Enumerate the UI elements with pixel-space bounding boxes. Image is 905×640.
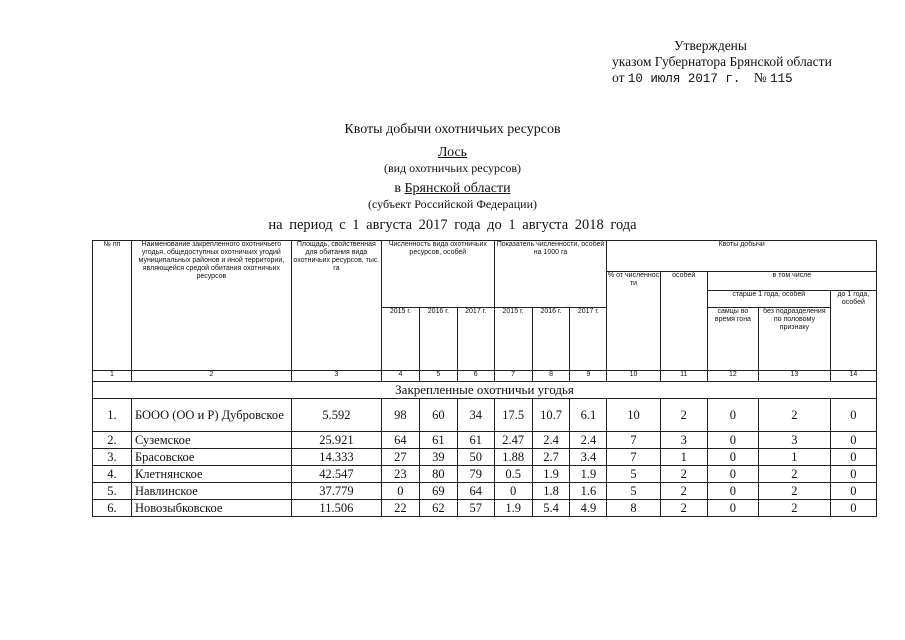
region-note: (субъект Российской Федерации) <box>367 197 538 211</box>
row-number: 5. <box>93 483 132 500</box>
row-quota-count: 3 <box>660 432 707 449</box>
document-title: Квоты добычи охотничьих ресурсов <box>344 122 561 137</box>
row-quota-pct: 5 <box>607 466 660 483</box>
row-no-sex: 1 <box>759 449 831 466</box>
row-den-2016: 2.4 <box>532 432 570 449</box>
row-under1: 0 <box>830 500 876 517</box>
row-den-2015: 1.9 <box>494 500 532 517</box>
header-under1: до 1 года, особей <box>830 291 876 371</box>
row-no-sex: 3 <box>759 432 831 449</box>
header-den-2017: 2017 г. <box>570 308 607 371</box>
row-no-sex: 2 <box>759 399 831 432</box>
header-pop-2017: 2017 г. <box>457 308 494 371</box>
row-males-rut: 0 <box>707 449 758 466</box>
row-den-2017: 1.6 <box>570 483 607 500</box>
row-den-2016: 10.7 <box>532 399 570 432</box>
table-body <box>93 399 877 517</box>
row-den-2017: 4.9 <box>570 500 607 517</box>
col-number: 4 <box>381 371 419 382</box>
row-name: Новозыбковское <box>131 500 291 517</box>
header-count: особей <box>660 272 707 371</box>
col-number: 7 <box>494 371 532 382</box>
row-den-2016: 1.9 <box>532 466 570 483</box>
row-males-rut: 0 <box>707 466 758 483</box>
header-males-rut: самцы во время гона <box>707 308 758 371</box>
column-number-row <box>93 371 877 382</box>
approval-date: 10 июля 2017 г. <box>627 72 741 86</box>
row-under1: 0 <box>830 483 876 500</box>
quota-table <box>92 240 877 517</box>
row-pop-2015: 98 <box>381 399 419 432</box>
row-under1: 0 <box>830 432 876 449</box>
col-number: 1 <box>93 371 132 382</box>
col-number: 14 <box>830 371 876 382</box>
row-den-2015: 0.5 <box>494 466 532 483</box>
row-number: 1. <box>93 399 132 432</box>
header-population: Численность вида охотничьих ресурсов, особей <box>381 241 494 308</box>
row-pop-2016: 80 <box>419 466 457 483</box>
row-pop-2016: 39 <box>419 449 457 466</box>
row-quota-pct: 5 <box>607 483 660 500</box>
col-number: 3 <box>291 371 381 382</box>
col-number: 13 <box>759 371 831 382</box>
row-quota-pct: 7 <box>607 432 660 449</box>
header-pct: % от численнос ти <box>607 272 660 371</box>
row-number: 4. <box>93 466 132 483</box>
col-number: 8 <box>532 371 570 382</box>
row-pop-2017: 79 <box>457 466 494 483</box>
row-males-rut: 0 <box>707 500 758 517</box>
row-pop-2016: 61 <box>419 432 457 449</box>
region-line <box>0 181 905 197</box>
row-den-2015: 2.47 <box>494 432 532 449</box>
row-name: Навлинское <box>131 483 291 500</box>
row-den-2015: 0 <box>494 483 532 500</box>
row-under1: 0 <box>830 466 876 483</box>
row-den-2015: 1.88 <box>494 449 532 466</box>
header-name: Наименование закрепленного охотничьего угодья, общедоступных охотничьих угодий муниципальных районов и иной территории, являющейся средой обитания охотничьих ресурсов <box>131 241 291 371</box>
row-den-2017: 1.9 <box>570 466 607 483</box>
row-number: 6. <box>93 500 132 517</box>
row-area: 14.333 <box>291 449 381 466</box>
row-name: Клетнянское <box>131 466 291 483</box>
row-name: Суземское <box>131 432 291 449</box>
row-area: 25.921 <box>291 432 381 449</box>
row-quota-count: 2 <box>660 500 707 517</box>
row-name: Брасовское <box>131 449 291 466</box>
row-quota-count: 1 <box>660 449 707 466</box>
region-name: Брянской области <box>404 181 511 196</box>
row-males-rut: 0 <box>707 432 758 449</box>
col-number: 9 <box>570 371 607 382</box>
header-incl: в том числе <box>707 272 876 291</box>
header-no-sex: без подразделения по половому признаку <box>759 308 831 371</box>
approval-number: 115 <box>770 72 793 86</box>
row-quota-pct: 8 <box>607 500 660 517</box>
header-quota: Квоты добычи <box>607 241 877 272</box>
row-pop-2017: 64 <box>457 483 494 500</box>
row-no-sex: 2 <box>759 466 831 483</box>
species-note: (вид охотничьих ресурсов) <box>383 161 522 175</box>
header-den-2015: 2015 г. <box>494 308 532 371</box>
row-den-2016: 2.7 <box>532 449 570 466</box>
row-area: 42.547 <box>291 466 381 483</box>
header-num: № пп <box>93 241 132 371</box>
row-pop-2016: 69 <box>419 483 457 500</box>
header-area: Площадь, свойственная для обитания вида охотничьих ресурсов, тыс. га <box>291 241 381 371</box>
approval-stamp <box>612 38 832 87</box>
col-number: 5 <box>419 371 457 382</box>
row-area: 11.506 <box>291 500 381 517</box>
row-quota-count: 2 <box>660 399 707 432</box>
header-pop-2016: 2016 г. <box>419 308 457 371</box>
row-pop-2017: 57 <box>457 500 494 517</box>
row-pop-2015: 64 <box>381 432 419 449</box>
col-number: 6 <box>457 371 494 382</box>
col-number: 10 <box>607 371 660 382</box>
period-line: на период с 1 августа 2017 года до 1 августа 2018 года <box>268 217 637 233</box>
row-quota-pct: 7 <box>607 449 660 466</box>
row-number: 3. <box>93 449 132 466</box>
row-no-sex: 2 <box>759 483 831 500</box>
row-quota-count: 2 <box>660 466 707 483</box>
table-row <box>93 449 877 466</box>
table-row <box>93 466 877 483</box>
header-den-2016: 2016 г. <box>532 308 570 371</box>
row-pop-2015: 22 <box>381 500 419 517</box>
approval-number-prefix: № <box>753 70 767 85</box>
approval-date-prefix: от <box>612 70 625 85</box>
row-pop-2016: 60 <box>419 399 457 432</box>
col-number: 12 <box>707 371 758 382</box>
row-den-2017: 2.4 <box>570 432 607 449</box>
table-row <box>93 483 877 500</box>
row-quota-count: 2 <box>660 483 707 500</box>
row-den-2017: 6.1 <box>570 399 607 432</box>
header-pop-2015: 2015 г. <box>381 308 419 371</box>
table-row <box>93 432 877 449</box>
row-pop-2016: 62 <box>419 500 457 517</box>
row-pop-2017: 61 <box>457 432 494 449</box>
row-males-rut: 0 <box>707 483 758 500</box>
row-pop-2015: 0 <box>381 483 419 500</box>
row-males-rut: 0 <box>707 399 758 432</box>
table-row <box>93 399 877 432</box>
row-no-sex: 2 <box>759 500 831 517</box>
row-area: 5.592 <box>291 399 381 432</box>
row-den-2015: 17.5 <box>494 399 532 432</box>
col-number: 2 <box>131 371 291 382</box>
row-name: БОOO (ОО и Р) Дубровское <box>131 399 291 432</box>
row-pop-2015: 23 <box>381 466 419 483</box>
approval-line-3 <box>612 70 832 87</box>
row-den-2017: 3.4 <box>570 449 607 466</box>
region-prefix: в <box>394 181 402 196</box>
approval-line-1: Утверждены <box>674 38 747 53</box>
header-older: старше 1 года, особей <box>707 291 830 308</box>
row-den-2016: 1.8 <box>532 483 570 500</box>
row-pop-2017: 50 <box>457 449 494 466</box>
row-quota-pct: 10 <box>607 399 660 432</box>
row-pop-2017: 34 <box>457 399 494 432</box>
col-number: 11 <box>660 371 707 382</box>
header-density: Показатель численности, особей на 1000 га <box>494 241 607 308</box>
row-den-2016: 5.4 <box>532 500 570 517</box>
section-title: Закрепленные охотничьи угодья <box>93 382 877 399</box>
row-under1: 0 <box>830 449 876 466</box>
table-row <box>93 500 877 517</box>
row-under1: 0 <box>830 399 876 432</box>
row-area: 37.779 <box>291 483 381 500</box>
species-name: Лось <box>437 145 468 160</box>
row-number: 2. <box>93 432 132 449</box>
approval-line-2: указом Губернатора Брянской области <box>612 54 832 69</box>
row-pop-2015: 27 <box>381 449 419 466</box>
